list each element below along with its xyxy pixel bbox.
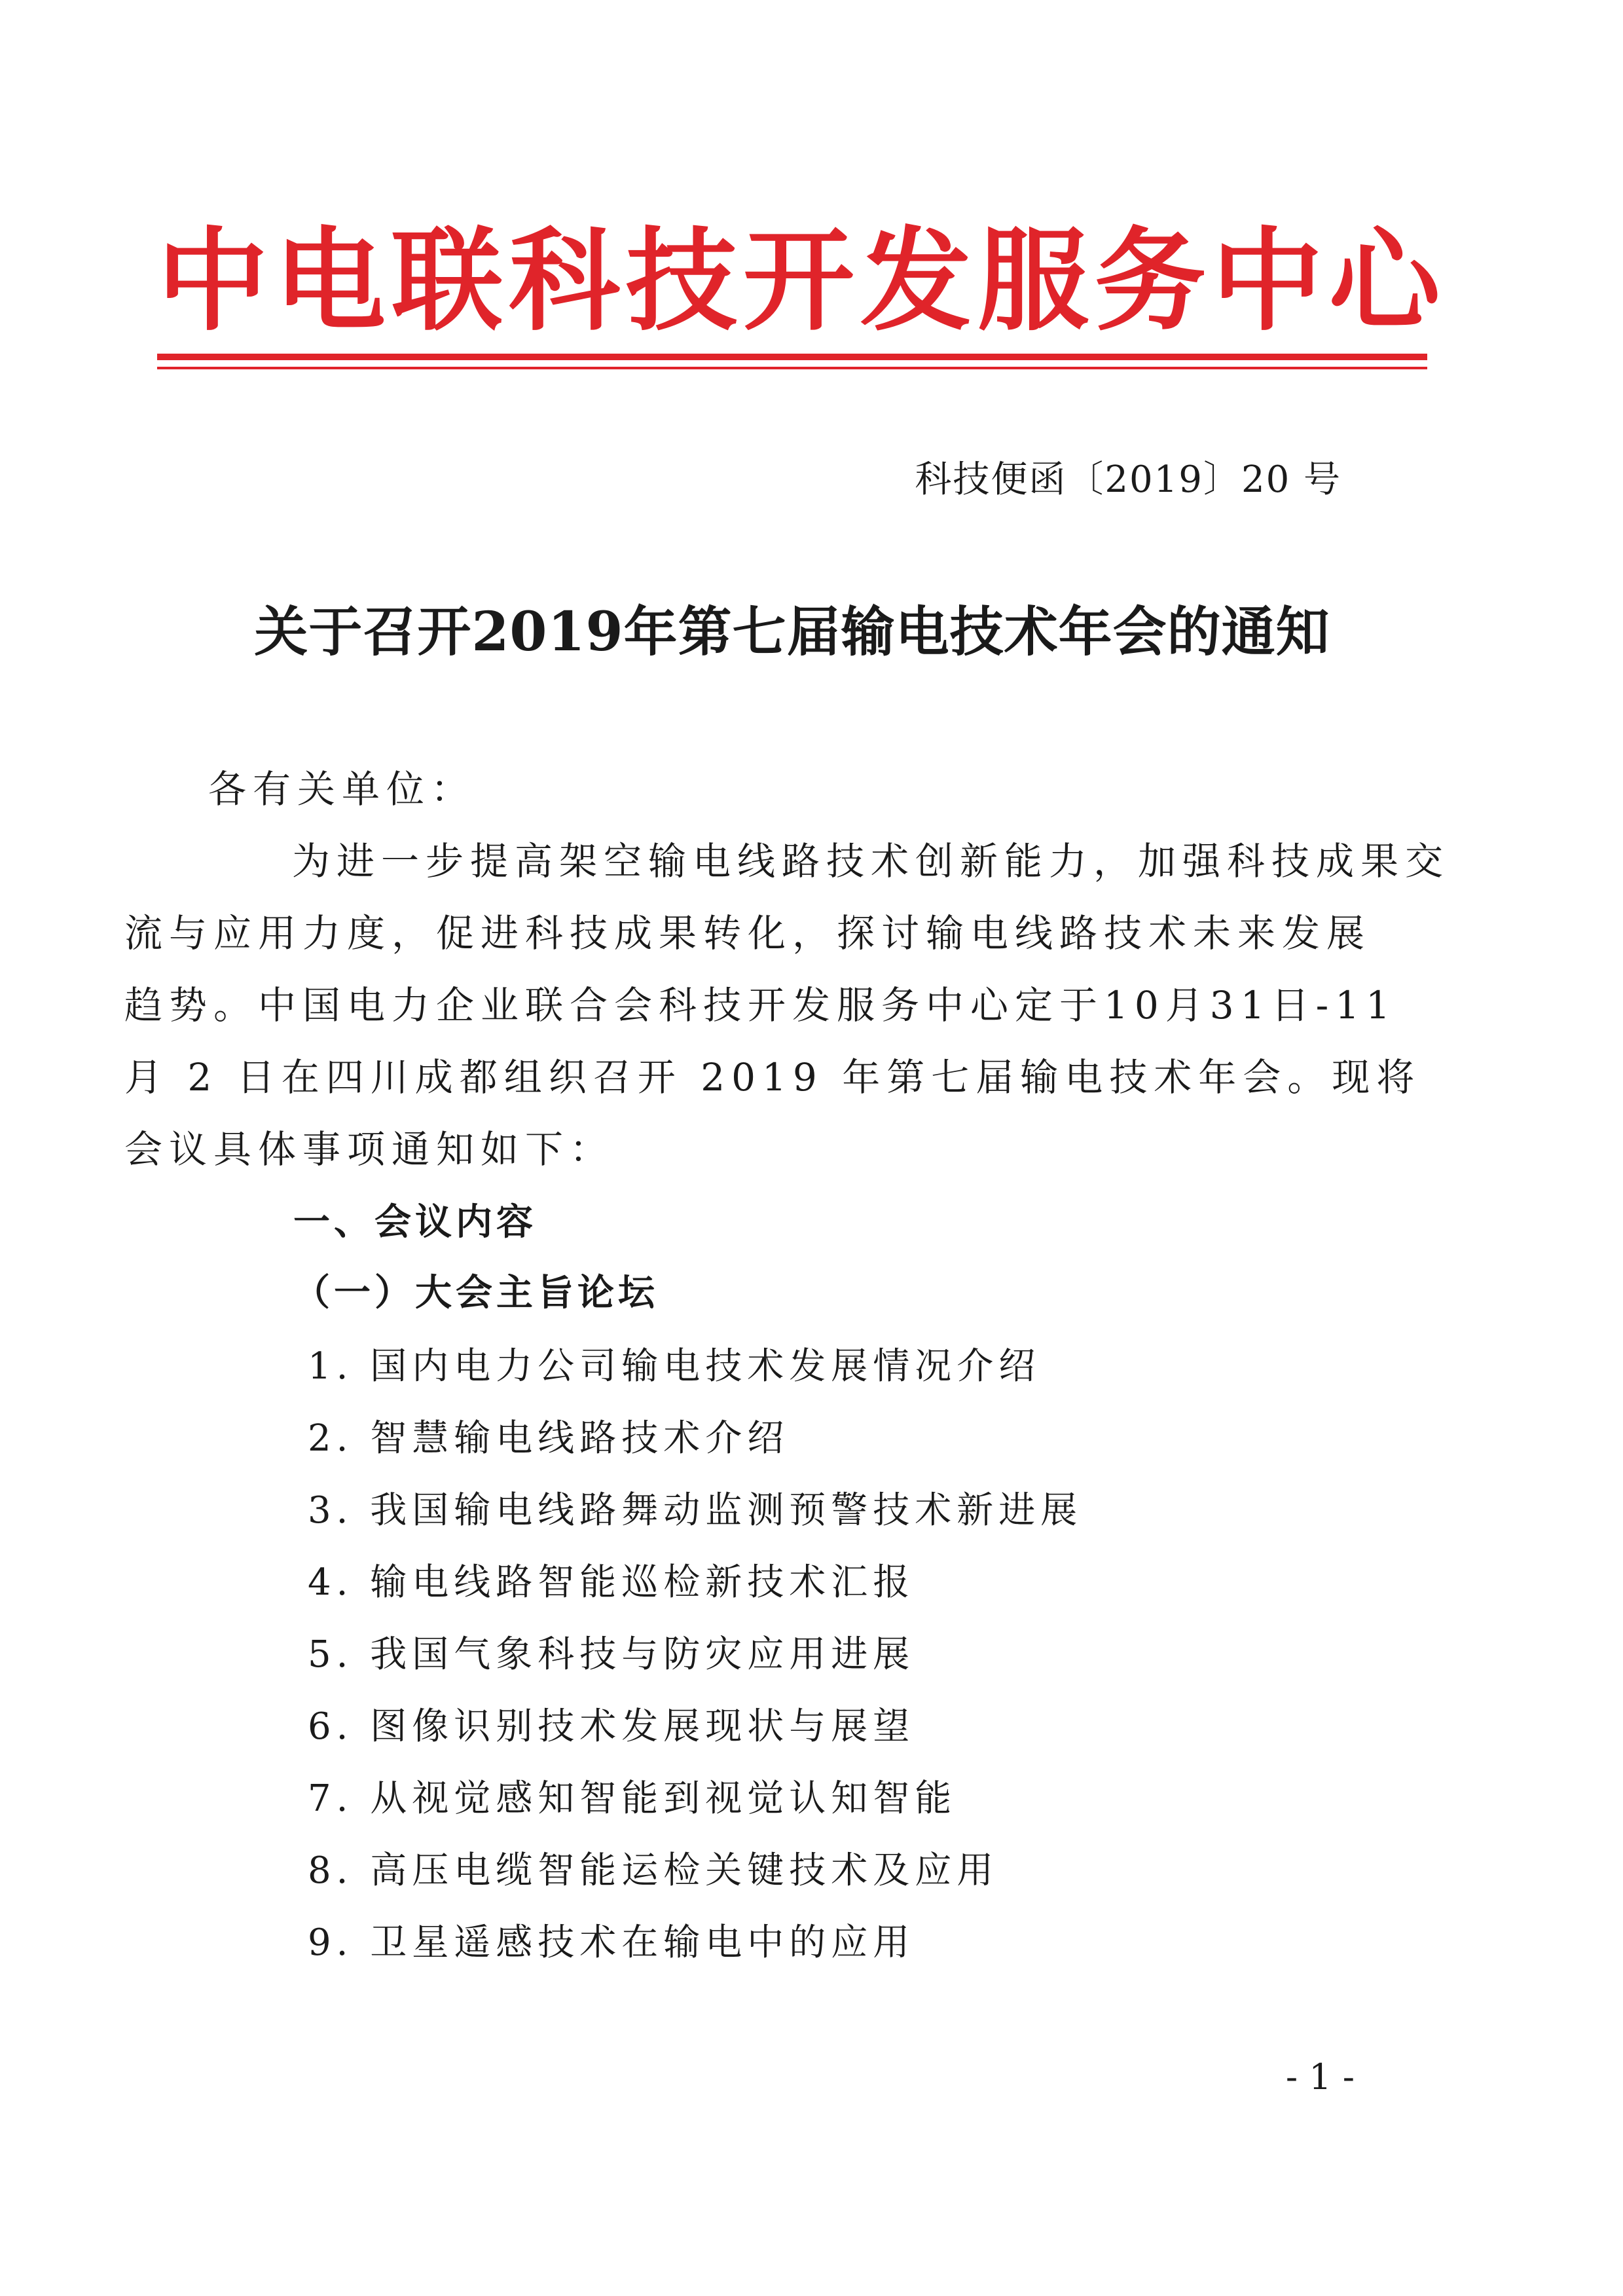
- letterhead-char: 务: [1094, 217, 1206, 346]
- list-item: 4. 输电线路智能巡检新技术汇报: [308, 1561, 915, 1604]
- letterhead-char: 电: [274, 217, 386, 346]
- intro-line: 流与应用力度，促进科技成果转化，探讨输电线路技术未来发展: [124, 911, 1372, 955]
- list-item: 1. 国内电力公司输电技术发展情况介绍: [308, 1345, 1041, 1388]
- list-item: 3. 我国输电线路舞动监测预警技术新进展: [308, 1489, 1083, 1532]
- intro-line: 月 2 日在四川成都组织召开 2019 年第七届输电技术年会。现将: [124, 1055, 1421, 1100]
- page-number: - 1 -: [1285, 2056, 1355, 2098]
- letterhead-rule-thick: [157, 354, 1427, 360]
- letterhead-char: 开: [742, 217, 854, 346]
- subsection-heading-keynote-forum: （一）大会主旨论坛: [293, 1272, 659, 1314]
- list-item: 9. 卫星遥感技术在输电中的应用: [308, 1921, 915, 1964]
- salutation: 各有关单位：: [208, 767, 476, 811]
- letterhead-char: 心: [1328, 217, 1440, 346]
- list-item: 5. 我国气象科技与防灾应用进展: [308, 1633, 915, 1676]
- letterhead-rule-thin: [157, 367, 1427, 369]
- letterhead-char: 中: [157, 217, 269, 346]
- list-item: 7. 从视觉感知智能到视觉认知智能: [308, 1777, 957, 1820]
- letterhead-char: 联: [391, 217, 503, 346]
- letterhead-char: 发: [860, 217, 972, 346]
- section-heading-meeting-content: 一、会议内容: [293, 1201, 537, 1244]
- letterhead-char: 科: [508, 217, 620, 346]
- list-item: 2. 智慧输电线路技术介绍: [308, 1417, 790, 1460]
- keynote-topic-list: [308, 1331, 1082, 1979]
- list-item: 8. 高压电缆智能运检关键技术及应用: [308, 1849, 999, 1892]
- intro-line: 趋势。中国电力企业联合会科技开发服务中心定于10月31日-11: [124, 983, 1397, 1028]
- org-letterhead: [157, 196, 1440, 367]
- letterhead-char: 服: [977, 217, 1089, 346]
- list-item: 6. 图像识别技术发展现状与展望: [308, 1705, 915, 1748]
- document-number: 科技便函〔2019〕20 号: [915, 458, 1341, 501]
- intro-paragraph: [124, 825, 1450, 1185]
- intro-line: 会议具体事项通知如下：: [124, 1127, 615, 1172]
- intro-line: 为进一步提高架空输电线路技术创新能力，加强科技成果交: [292, 839, 1450, 883]
- letterhead-char: 中: [1211, 217, 1323, 346]
- document-title: 关于召开2019年第七届输电技术年会的通知: [254, 601, 1330, 663]
- letterhead-char: 技: [625, 217, 737, 346]
